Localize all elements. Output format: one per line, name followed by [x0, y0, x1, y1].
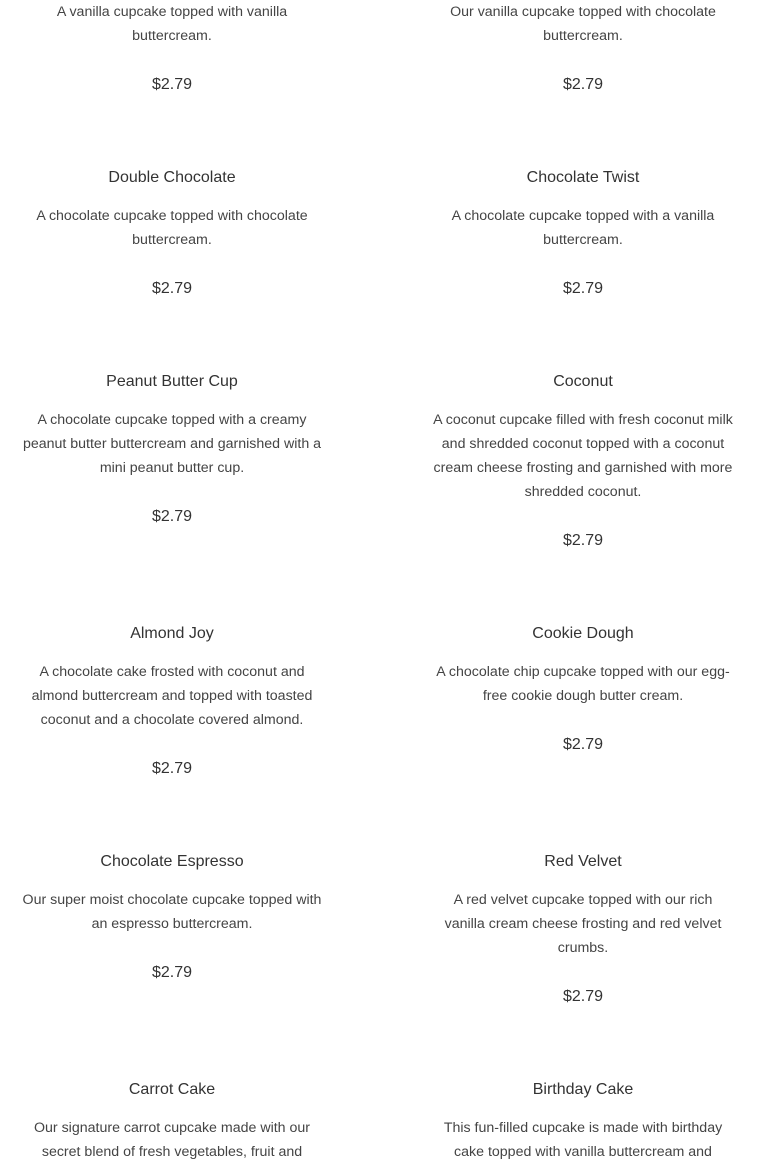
item-description: This fun-filled cupcake is made with birthday cake topped with vanilla buttercream and: [443, 1120, 723, 1160]
item-description: A red velvet cupcake topped with our rich vanilla cream cheese frosting and red velvet crumbs.: [444, 892, 722, 956]
item-description: A chocolate cupcake topped with a creamy peanut butter buttercream and garnished with a mini peanut butter cup.: [22, 412, 322, 476]
item-name: Peanut Butter Cup: [106, 373, 238, 390]
item-price: $2.79: [562, 76, 604, 93]
item-price: $2.79: [562, 532, 604, 549]
item-description: A coconut cupcake filled with fresh coconut milk and shredded coconut topped with a coconut cream cheese frosting and garnished with more shredded coconut.: [433, 412, 733, 500]
item-description: Our super moist chocolate cupcake topped with an espresso buttercream.: [22, 892, 322, 932]
menu-item: [428, 166, 738, 301]
item-name: Carrot Cake: [128, 1081, 216, 1098]
item-price: $2.79: [562, 988, 604, 1005]
menu-item: [428, 622, 738, 757]
item-price: $2.79: [151, 964, 193, 981]
item-name: Coconut: [553, 373, 613, 390]
item-name: Double Chocolate: [108, 169, 236, 186]
menu-item: [17, 166, 327, 301]
item-description: A vanilla cupcake topped with vanilla buttercream.: [56, 4, 288, 44]
item-name: Birthday Cake: [532, 1081, 634, 1098]
menu-item: [17, 0, 327, 97]
menu-item: [17, 850, 327, 985]
item-price: $2.79: [151, 280, 193, 297]
item-description: A chocolate cupcake topped with chocolate buttercream.: [36, 208, 308, 248]
item-name: Almond Joy: [130, 625, 214, 642]
menu-item: [17, 1078, 327, 1164]
menu-item: [428, 1078, 738, 1164]
menu-item: [17, 370, 327, 529]
item-description: Our signature carrot cupcake made with our secret blend of fresh vegetables, fruit and: [34, 1120, 310, 1160]
item-name: Cookie Dough: [532, 625, 634, 642]
item-price: $2.79: [151, 508, 193, 525]
item-price: $2.79: [151, 760, 193, 777]
menu-item: [17, 622, 327, 781]
item-price: $2.79: [562, 736, 604, 753]
item-description: A chocolate cupcake topped with a vanilla buttercream.: [451, 208, 715, 248]
item-price: $2.79: [562, 280, 604, 297]
item-price: $2.79: [151, 76, 193, 93]
item-name: Red Velvet: [544, 853, 622, 870]
item-description: Our vanilla cupcake topped with chocolate buttercream.: [450, 4, 716, 44]
menu-item: [428, 850, 738, 1009]
item-name: Chocolate Espresso: [100, 853, 244, 870]
menu-item: [428, 0, 738, 97]
item-name: Chocolate Twist: [526, 169, 640, 186]
item-description: A chocolate cake frosted with coconut and almond buttercream and topped with toasted coconut and a chocolate covered almond.: [31, 664, 313, 728]
menu-item: [428, 370, 738, 553]
item-description: A chocolate chip cupcake topped with our egg-free cookie dough butter cream.: [436, 664, 730, 704]
